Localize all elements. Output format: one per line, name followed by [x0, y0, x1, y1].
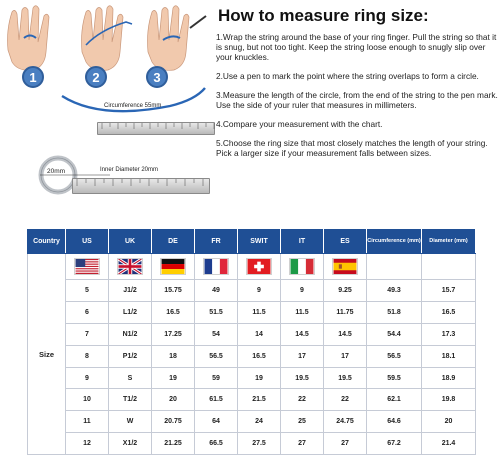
cell-diameter: 20	[422, 411, 476, 433]
germany-flag-icon	[160, 258, 186, 275]
cell-es: 11.75	[324, 301, 367, 323]
header-it: IT	[281, 230, 324, 254]
ring-diameter-label: 20mm	[47, 168, 66, 175]
ruler-ticks-top	[98, 123, 216, 136]
instruction-step-5: 5.Choose the ring size that most closely matches the length of your string. Pick a larger size if your measurement falls between sizes.	[216, 138, 488, 158]
cell-es: 17	[324, 345, 367, 367]
circumference-label: Circumference 55mm	[104, 103, 162, 109]
cell-circumference: 56.5	[367, 345, 422, 367]
cell-de: 17.25	[152, 323, 195, 345]
cell-circumference: 67.2	[367, 433, 422, 455]
cell-swit: 14	[238, 323, 281, 345]
cell-fr: 49	[195, 280, 238, 302]
cell-it: 11.5	[281, 301, 324, 323]
ruler-top	[97, 122, 215, 135]
cell-de: 15.75	[152, 280, 195, 302]
step-2-badge: 2	[85, 66, 107, 88]
header-circumference: Circumference (mm)	[367, 230, 422, 254]
cell-us: 8	[66, 345, 109, 367]
table-row	[28, 345, 476, 367]
step-1-badge: 1	[22, 66, 44, 88]
cell-de: 16.5	[152, 301, 195, 323]
cell-fr: 56.5	[195, 345, 238, 367]
table-row	[28, 323, 476, 345]
header-es: ES	[324, 230, 367, 254]
cell-circumference: 51.8	[367, 301, 422, 323]
cell-fr: 59	[195, 367, 238, 389]
cell-uk: S	[109, 367, 152, 389]
instruction-steps	[216, 32, 498, 167]
cell-uk: W	[109, 411, 152, 433]
ruler-bottom	[72, 178, 210, 194]
chart-header-row	[28, 230, 476, 254]
cell-uk: X1/2	[109, 433, 152, 455]
cell-us: 5	[66, 280, 109, 302]
flag-row	[28, 254, 476, 280]
cell-uk: N1/2	[109, 323, 152, 345]
cell-fr: 54	[195, 323, 238, 345]
cell-it: 14.5	[281, 323, 324, 345]
cell-de: 19	[152, 367, 195, 389]
cell-swit: 21.5	[238, 389, 281, 411]
cell-de: 20	[152, 389, 195, 411]
cell-circumference: 49.3	[367, 280, 422, 302]
cell-us: 11	[66, 411, 109, 433]
cell-es: 14.5	[324, 323, 367, 345]
cell-circumference: 59.5	[367, 367, 422, 389]
cell-diameter: 15.7	[422, 280, 476, 302]
instruction-step-1: 1.Wrap the string around the base of your ring finger. Pull the string so that it is snug, but not too tight. Keep the string loose enough to snugly slip over your knuckles.	[216, 32, 497, 62]
cell-swit: 27.5	[238, 433, 281, 455]
cell-diameter: 18.1	[422, 345, 476, 367]
italy-flag-icon	[289, 258, 315, 275]
instruction-step-2: 2.Use a pen to mark the point where the string overlaps to form a circle.	[216, 71, 479, 81]
cell-diameter: 19.8	[422, 389, 476, 411]
header-swit: SWIT	[238, 230, 281, 254]
instruction-step-4: 4.Compare your measurement with the chart.	[216, 119, 383, 129]
cell-es: 27	[324, 433, 367, 455]
france-flag-icon	[203, 258, 229, 275]
header-uk: UK	[109, 230, 152, 254]
cell-diameter: 21.4	[422, 433, 476, 455]
cell-swit: 19	[238, 367, 281, 389]
table-row	[28, 280, 476, 302]
cell-es: 9.25	[324, 280, 367, 302]
cell-fr: 51.5	[195, 301, 238, 323]
table-row	[28, 411, 476, 433]
table-row	[28, 367, 476, 389]
cell-es: 22	[324, 389, 367, 411]
size-row-label: Size	[28, 254, 66, 455]
cell-circumference: 62.1	[367, 389, 422, 411]
cell-it: 9	[281, 280, 324, 302]
switzerland-flag-icon	[246, 258, 272, 275]
cell-us: 12	[66, 433, 109, 455]
cell-it: 17	[281, 345, 324, 367]
cell-fr: 64	[195, 411, 238, 433]
cell-it: 27	[281, 433, 324, 455]
cell-fr: 61.5	[195, 389, 238, 411]
cell-es: 19.5	[324, 367, 367, 389]
cell-circumference: 64.6	[367, 411, 422, 433]
cell-swit: 9	[238, 280, 281, 302]
uk-flag-icon	[117, 258, 143, 275]
header-fr: FR	[195, 230, 238, 254]
cell-us: 9	[66, 367, 109, 389]
cell-uk: P1/2	[109, 345, 152, 367]
table-row	[28, 389, 476, 411]
cell-it: 19.5	[281, 367, 324, 389]
cell-uk: L1/2	[109, 301, 152, 323]
cell-fr: 66.5	[195, 433, 238, 455]
cell-us: 10	[66, 389, 109, 411]
cell-uk: J1/2	[109, 280, 152, 302]
cell-swit: 24	[238, 411, 281, 433]
cell-it: 25	[281, 411, 324, 433]
cell-es: 24.75	[324, 411, 367, 433]
cell-circumference: 54.4	[367, 323, 422, 345]
spain-flag-icon	[332, 258, 358, 275]
table-row	[28, 301, 476, 323]
cell-de: 21.25	[152, 433, 195, 455]
header-country: Country	[28, 230, 66, 254]
us-flag-icon	[74, 258, 100, 275]
table-row	[28, 433, 476, 455]
ruler-ticks-bottom	[73, 179, 211, 195]
header-de: DE	[152, 230, 195, 254]
instruction-step-3: 3.Measure the length of the circle, from the end of the string to the pen mark. Use the side of your ruler that measures in millimeters.	[216, 90, 498, 110]
ring-measure-illustration	[0, 0, 215, 218]
cell-de: 18	[152, 345, 195, 367]
header-diameter: Diameter (mm)	[422, 230, 476, 254]
ring-size-chart	[27, 229, 476, 455]
cell-de: 20.75	[152, 411, 195, 433]
header-us: US	[66, 230, 109, 254]
cell-swit: 16.5	[238, 345, 281, 367]
cell-swit: 11.5	[238, 301, 281, 323]
cell-us: 7	[66, 323, 109, 345]
inner-diameter-label: Inner Diameter 20mm	[100, 167, 159, 173]
cell-uk: T1/2	[109, 389, 152, 411]
step-3-badge: 3	[146, 66, 168, 88]
cell-it: 22	[281, 389, 324, 411]
cell-diameter: 16.5	[422, 301, 476, 323]
page-title: How to measure ring size:	[218, 6, 429, 25]
cell-diameter: 18.9	[422, 367, 476, 389]
cell-us: 6	[66, 301, 109, 323]
cell-diameter: 17.3	[422, 323, 476, 345]
